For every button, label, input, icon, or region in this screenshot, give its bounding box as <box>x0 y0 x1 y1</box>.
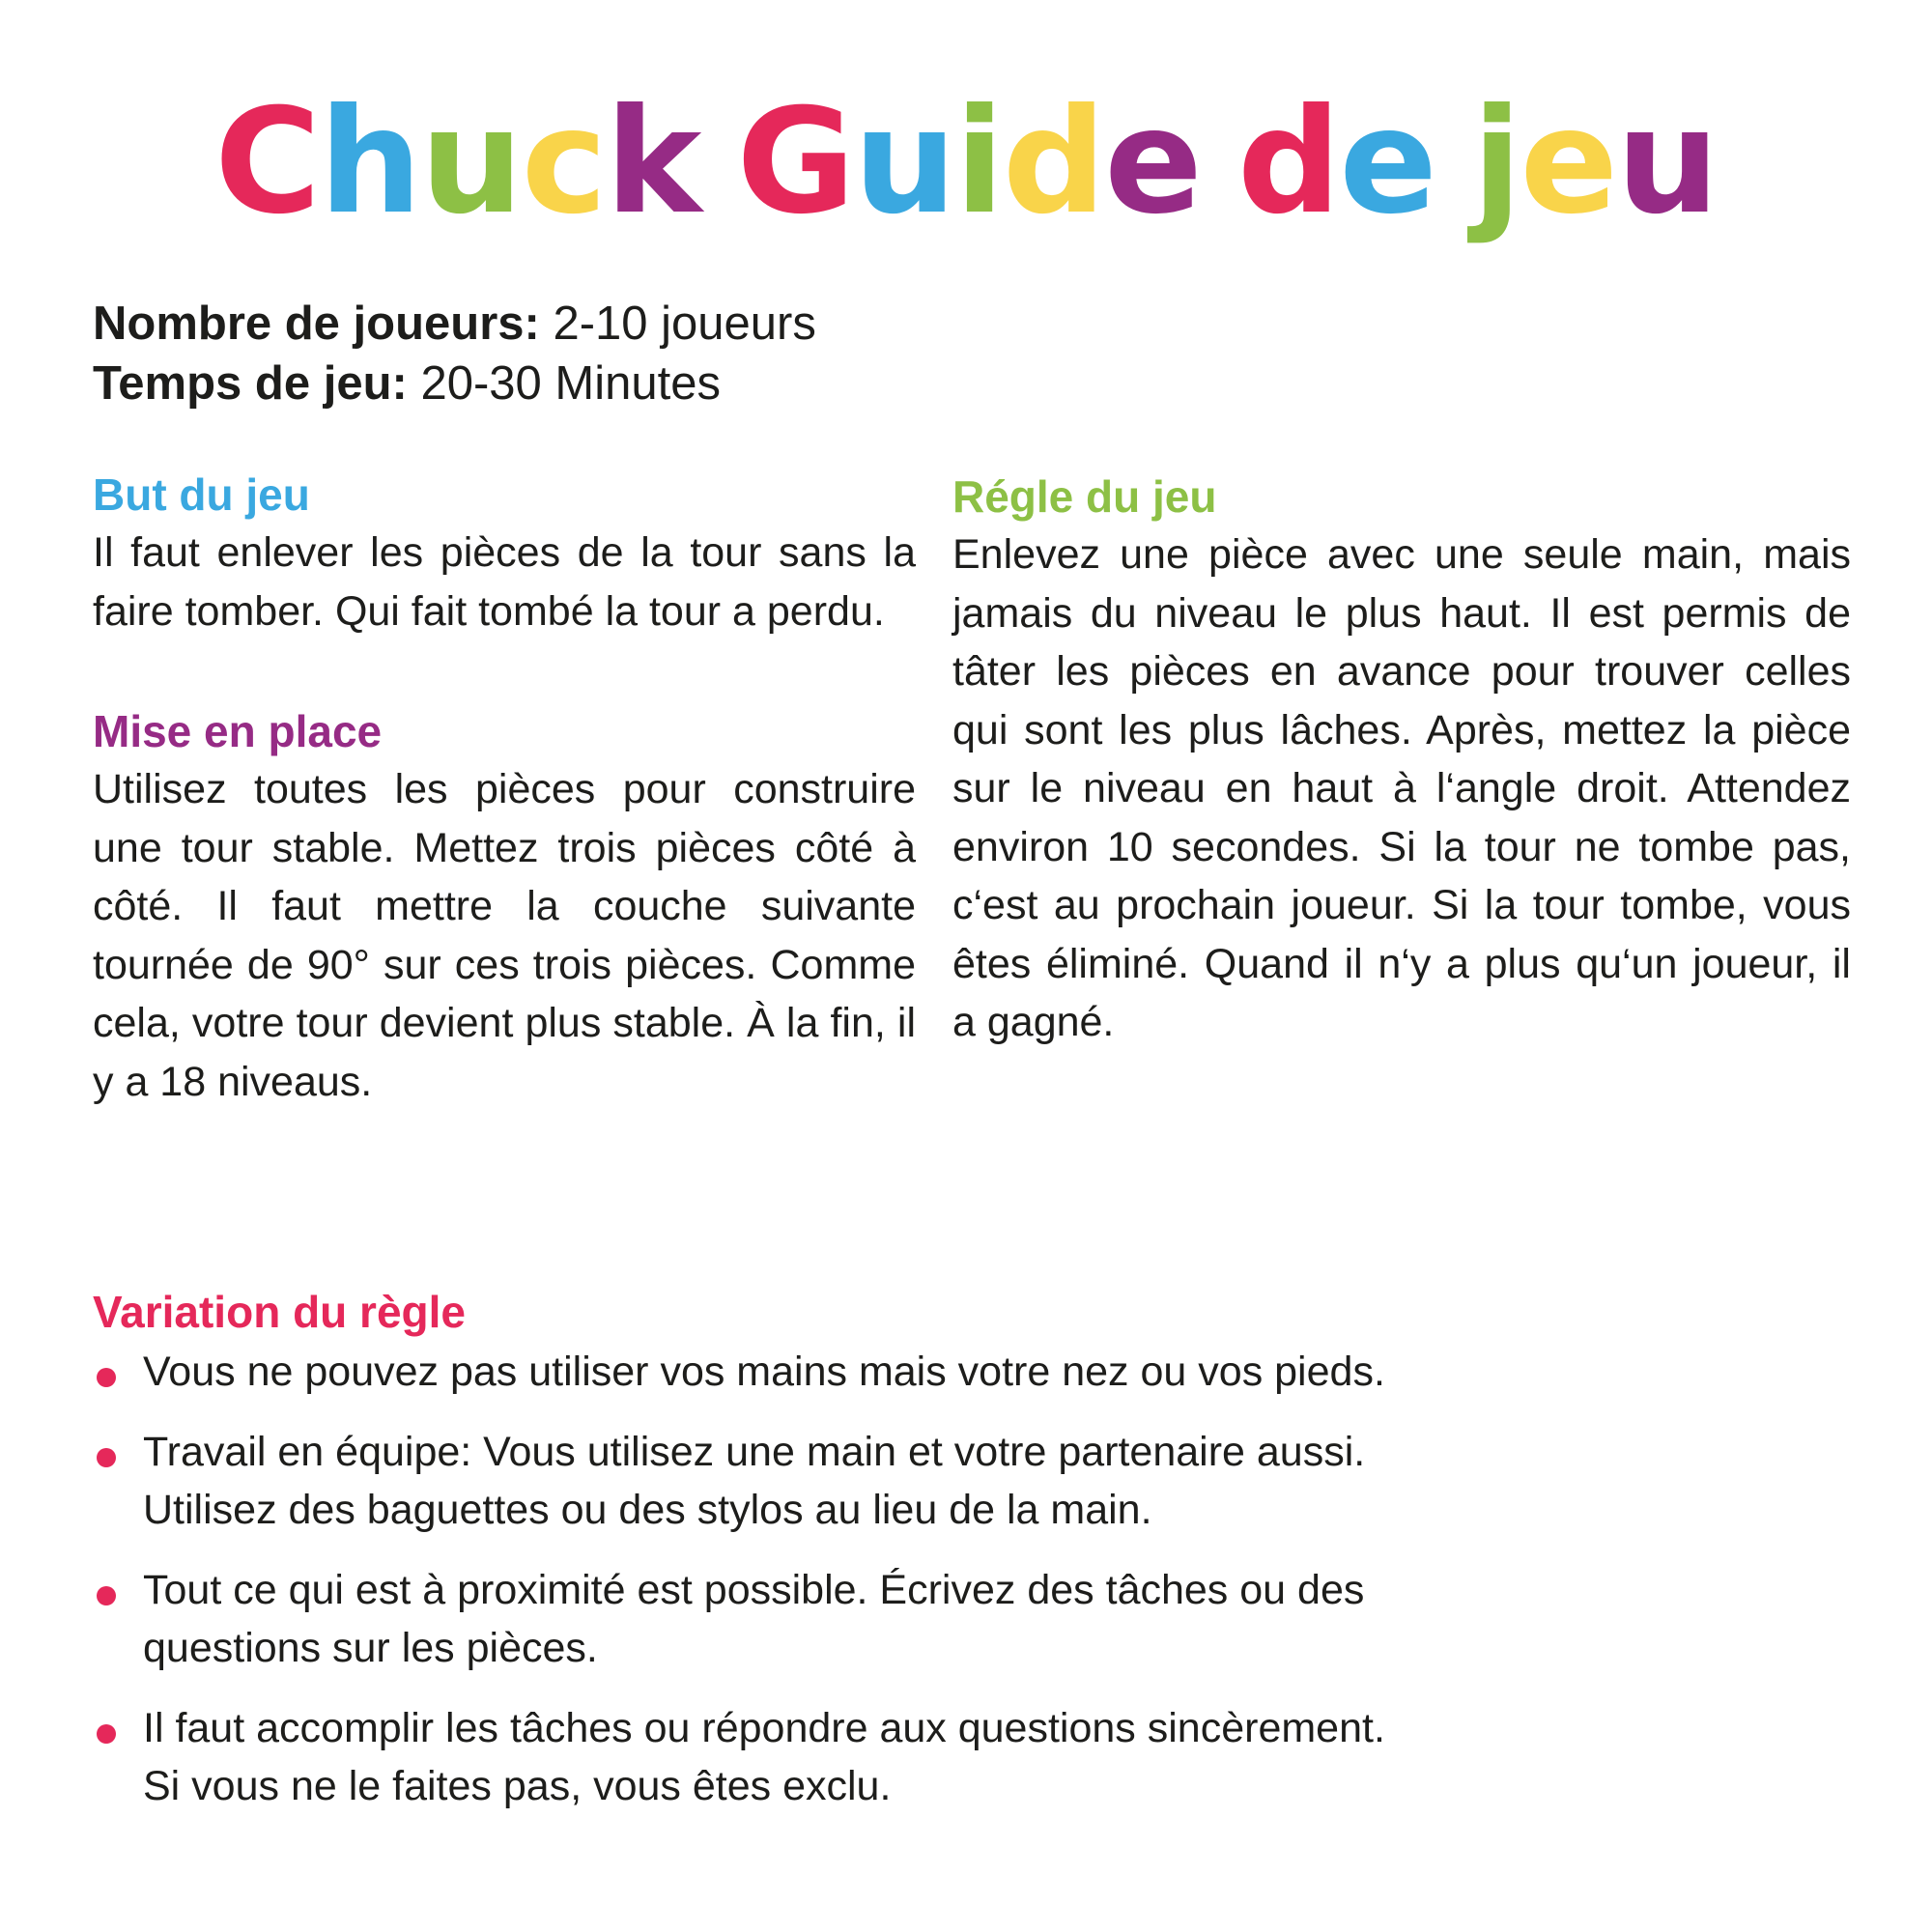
variation-item-line: Si vous ne le faites pas, vous êtes exclu. <box>143 1763 892 1809</box>
players-value: 2-10 joueurs <box>553 298 816 350</box>
title-letter: u <box>419 78 522 246</box>
time-label: Temps de jeu: <box>93 357 408 410</box>
variation-item-line: Tout ce qui est à proximité est possible. Écrivez des tâches ou des <box>143 1566 1365 1613</box>
bullet-dot-icon <box>97 1368 116 1387</box>
title-letter: k <box>605 78 700 246</box>
title-letter: C <box>214 78 320 246</box>
title-letter: d <box>1236 78 1340 246</box>
title-letter: e <box>1520 78 1617 246</box>
variation-item-line: Travail en équipe: Vous utilisez une main et votre partenaire aussi. <box>143 1428 1366 1475</box>
regle-text: Enlevez une pièce avec une seule main, mais jamais du niveau le plus haut. Il est permis de tâter les pièces en avance pour trouver celles qui sont les plus lâches. Après, mettez la pièce sur le niveau en haut à l‘angle droit. Attendez environ 10 secondes. Si la tour ne tombe pas, c‘est au prochain joueur. Si la tour tombe, vous êtes éliminé. Quand il n‘y a plus qu‘un joueur, il a gagné. <box>952 531 1851 1045</box>
bullet-dot-icon <box>97 1448 116 1467</box>
game-info <box>93 294 816 413</box>
mise-text: Utilisez toutes les pièces pour construire une tour stable. Mettez trois pièces côté à côté. Il faut mettre la couche suivante tournée de 90° sur ces trois pièces. Comme cela, votre tour devient plus stable. À la fin, il y a 18 niveaus. <box>93 766 916 1105</box>
variation-item <box>93 1699 1851 1816</box>
variation-item-line: Il faut accomplir les tâches ou répondre aux questions sincèrement. <box>143 1704 1385 1751</box>
title-letter: h <box>319 78 420 246</box>
variation-list <box>93 1343 1851 1816</box>
players-label: Nombre de joueurs: <box>93 298 540 350</box>
variation-item <box>93 1561 1851 1678</box>
regle-title: Régle du jeu <box>952 471 1217 522</box>
variation-item <box>93 1343 1851 1402</box>
title-word <box>736 66 1200 259</box>
variation-item-line: questions sur les pièces. <box>143 1625 598 1671</box>
left-column <box>93 466 916 1111</box>
right-column <box>952 468 1851 1052</box>
title-letter: d <box>1002 78 1105 246</box>
variation-section <box>93 1283 1851 1837</box>
time-value: 20-30 Minutes <box>420 357 721 410</box>
page-title <box>0 66 1932 259</box>
bullet-dot-icon <box>97 1586 116 1605</box>
title-letter: e <box>1339 78 1435 246</box>
title-word <box>1237 66 1435 259</box>
title-letter: u <box>1616 78 1718 246</box>
variation-title: Variation du règle <box>93 1287 466 1337</box>
title-letter: j <box>1471 78 1520 246</box>
title-letter: e <box>1104 78 1201 246</box>
but-text: Il faut enlever les pièces de la tour sans la faire tomber. Qui fait tombé la tour a perdu. <box>93 529 916 635</box>
bullet-dot-icon <box>97 1724 116 1744</box>
variation-item <box>93 1423 1851 1540</box>
title-word <box>1472 66 1718 259</box>
variation-item-line: Vous ne pouvez pas utiliser vos mains mais votre nez ou vos pieds. <box>143 1349 1385 1395</box>
time-row <box>93 354 816 413</box>
title-letter: c <box>521 78 606 246</box>
title-word <box>214 66 699 259</box>
title-letter: G <box>736 78 854 246</box>
players-row <box>93 294 816 354</box>
title-letter: i <box>954 78 1003 246</box>
title-letter: u <box>853 78 955 246</box>
mise-title: Mise en place <box>93 706 383 756</box>
variation-item-line: Utilisez des baguettes ou des stylos au lieu de la main. <box>143 1487 1152 1533</box>
but-title: But du jeu <box>93 469 310 520</box>
